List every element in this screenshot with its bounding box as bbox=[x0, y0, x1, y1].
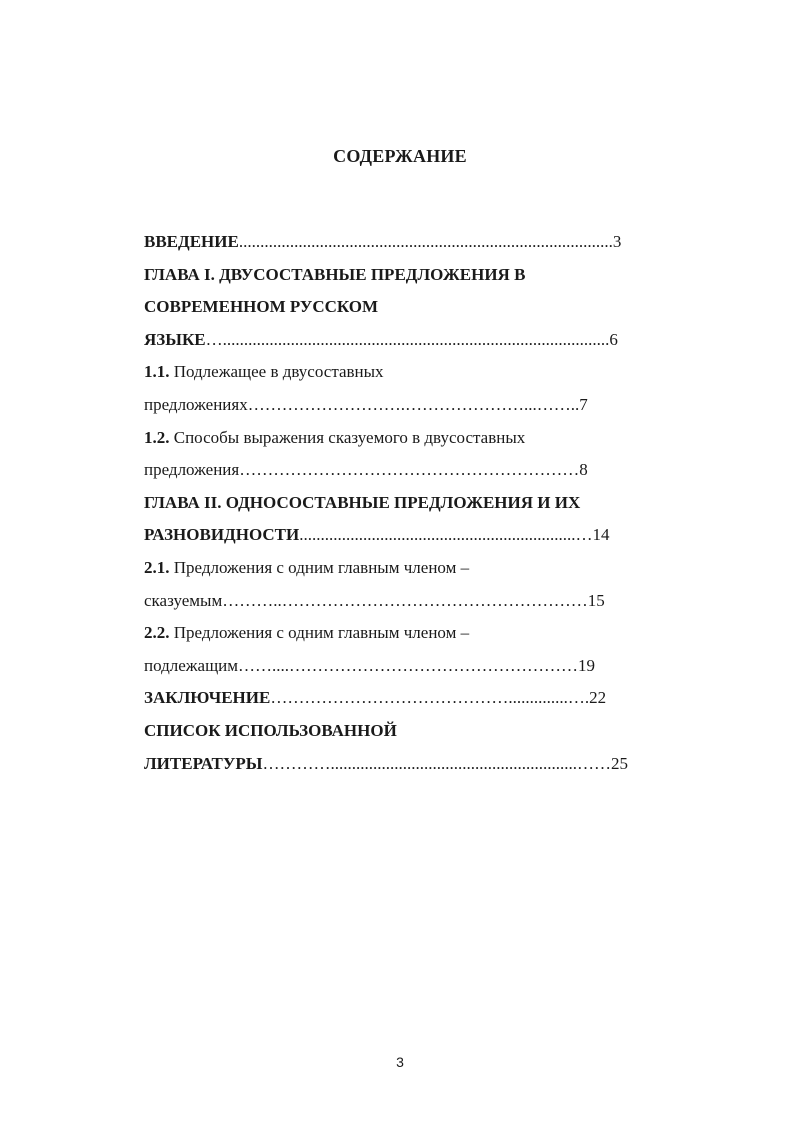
toc-line-section-2-1-end bbox=[144, 585, 664, 618]
toc-line-bold: ГЛАВА II. ОДНОСОСТАВНЫЕ ПРЕДЛОЖЕНИЯ И ИХ bbox=[144, 492, 581, 512]
page-title: СОДЕРЖАНИЕ bbox=[333, 146, 467, 166]
toc-leader-dots: ........................................................................................ bbox=[238, 232, 613, 251]
toc-line-text: Способы выражения сказуемого в двусоставных bbox=[169, 427, 526, 447]
toc-line-chapter-2 bbox=[144, 487, 664, 520]
toc-section-number: 1.1. bbox=[144, 362, 170, 382]
toc-page-number: 19 bbox=[578, 655, 596, 675]
toc-line-conclusion bbox=[144, 682, 664, 715]
toc-leader-dots: …………………………………………………… bbox=[239, 460, 580, 480]
toc-line-text: подлежащим bbox=[144, 655, 239, 675]
toc-line-bold: ЗАКЛЮЧЕНИЕ bbox=[144, 688, 271, 708]
toc-line-bold: ЛИТЕРАТУРЫ bbox=[144, 753, 263, 773]
toc-page-number: 7 bbox=[579, 394, 588, 414]
toc-line-text: предложениях bbox=[144, 394, 248, 414]
toc-leader-dots: …………..........................................................…… bbox=[262, 753, 611, 773]
toc-line-chapter-1 bbox=[144, 259, 664, 292]
toc-section-number: 2.2. bbox=[144, 623, 170, 643]
page-number: 3 bbox=[396, 1054, 404, 1070]
toc-line-section-1-1 bbox=[144, 356, 664, 389]
toc-line-text: предложения bbox=[144, 460, 240, 480]
toc-line-bold: РАЗНОВИДНОСТИ bbox=[144, 525, 300, 545]
table-of-contents bbox=[144, 226, 664, 780]
toc-line-chapter-1-cont bbox=[144, 291, 664, 324]
toc-line-section-2-2 bbox=[144, 617, 664, 650]
toc-page-number: .22 bbox=[584, 688, 607, 708]
toc-line-section-1-2 bbox=[144, 422, 664, 455]
toc-line-bold: ГЛАВА I. ДВУСОСТАВНЫЕ ПРЕДЛОЖЕНИЯ В bbox=[144, 264, 526, 284]
toc-page-number: 8 bbox=[579, 460, 588, 480]
toc-line-introduction bbox=[144, 226, 664, 259]
toc-line-section-1-2-end bbox=[144, 454, 664, 487]
toc-page-number: 14 bbox=[592, 525, 610, 545]
toc-leader-dots: ………..……………………………………………… bbox=[222, 590, 588, 610]
toc-line-section-2-2-end bbox=[144, 650, 664, 683]
toc-leader-dots: ……………………….…………………...…….. bbox=[247, 394, 580, 414]
toc-leader-dots: .................................................................… bbox=[299, 525, 593, 545]
toc-page-number: 25 bbox=[610, 753, 628, 773]
toc-section-number: 1.2. bbox=[144, 427, 170, 447]
toc-line-chapter-1-end bbox=[144, 324, 664, 357]
toc-section-number: 2.1. bbox=[144, 557, 170, 577]
toc-line-bold: СОВРЕМЕННОМ РУССКОМ bbox=[144, 297, 379, 317]
toc-line-bibliography-end bbox=[144, 748, 664, 781]
toc-line-text: Предложения с одним главным членом – bbox=[169, 623, 470, 643]
toc-page-number: 6 bbox=[609, 329, 618, 349]
toc-line-bold: ВВЕДЕНИЕ bbox=[144, 232, 239, 251]
toc-page-number: 15 bbox=[587, 590, 605, 610]
toc-line-section-2-1 bbox=[144, 552, 664, 585]
toc-line-chapter-2-end bbox=[144, 519, 664, 552]
toc-leader-dots: ……....…………………………………………… bbox=[238, 655, 579, 675]
toc-line-bold: ЯЗЫКЕ bbox=[144, 329, 206, 349]
toc-line-text: Подлежащее в двусоставных bbox=[169, 362, 384, 382]
toc-line-text: сказуемым bbox=[144, 590, 223, 610]
toc-line-bold: СПИСОК ИСПОЛЬЗОВАННОЙ bbox=[144, 720, 397, 740]
toc-leader-dots: ……………………………………..............… bbox=[270, 688, 585, 708]
toc-page-number: 3 bbox=[612, 232, 622, 251]
toc-leader-dots: …........................................................................................... bbox=[205, 329, 610, 349]
toc-line-bibliography bbox=[144, 715, 664, 748]
toc-line-text: Предложения с одним главным членом – bbox=[169, 557, 470, 577]
toc-line-section-1-1-end bbox=[144, 389, 664, 422]
